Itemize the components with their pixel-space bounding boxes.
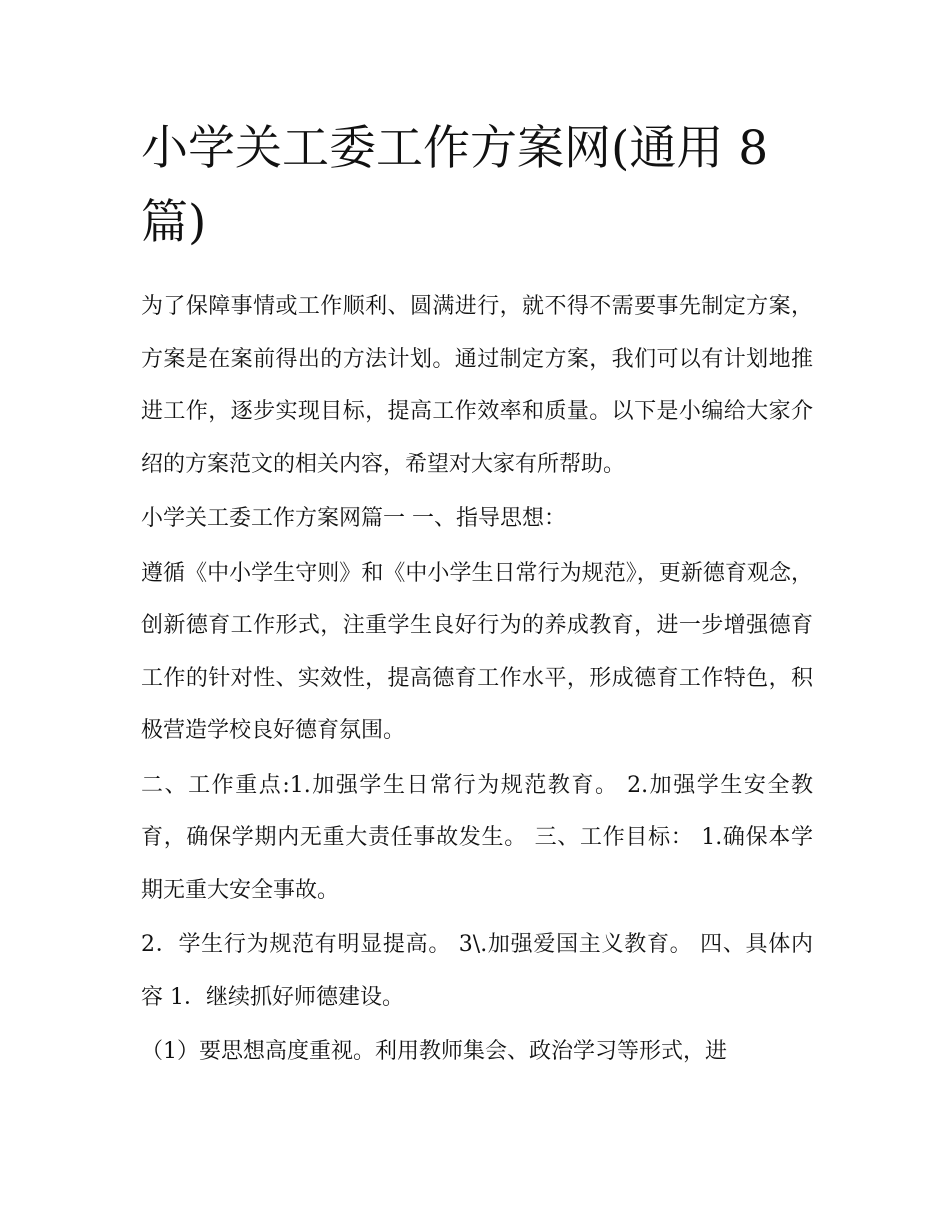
intro-paragraph: 为了保障事情或工作顺利、圆满进行，就不得不需要事先制定方案，方案是在案前得出的方法计划。通过制定方案，我们可以有计划地推进工作，逐步实现目标，提高工作效率和质量。以下是小编给大家介绍的方案范文的相关内容，希望对大家有所帮助。	[141, 294, 813, 477]
document-title: 小学关工委工作方案网(通用 8 篇)	[141, 121, 769, 250]
section-heading-guiding-ideology: 小学关工委工作方案网篇一 一、指导思想：	[141, 506, 566, 531]
specific-content-paragraph: （1）要思想高度重视。利用教师集会、政治学习等形式，进	[141, 1039, 727, 1064]
work-focus-paragraph: 二、工作重点:1.加强学生日常行为规范教育。 2.加强学生安全教育，确保学期内无重大责任事故发生。 三、工作目标： 1.确保本学期无重大安全事故。	[141, 772, 813, 903]
document-body	[141, 112, 813, 1079]
guiding-ideology-paragraph: 遵循《中小学生守则》和《中小学生日常行为规范》，更新德育观念，创新德育工作形式，注重学生良好行为的养成教育，进一步增强德育工作的针对性、实效性，提高德育工作水平，形成德育工作特色，积极营造学校良好德育氛围。	[141, 560, 813, 743]
work-goals-paragraph: 2．学生行为规范有明显提高。 3\.加强爱国主义教育。 四、具体内容 1．继续抓好师德建设。	[141, 932, 813, 1010]
